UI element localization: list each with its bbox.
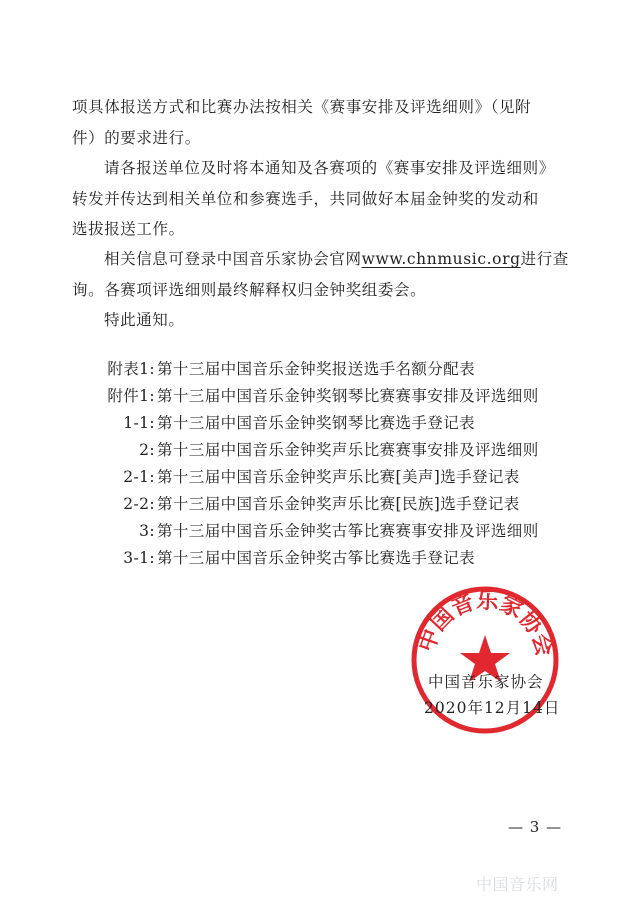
text-line: 选拔报送工作。 xyxy=(72,220,185,238)
paragraph-forward xyxy=(72,153,572,245)
attachment-number: 3-1: xyxy=(123,549,155,567)
attachment-number: 附表1: xyxy=(107,360,155,378)
attachment-number: 2-1: xyxy=(123,468,155,486)
paragraph-notice xyxy=(72,305,572,336)
text-line xyxy=(72,244,572,275)
page-number: — 3 — xyxy=(508,818,563,836)
closing-text: 特此通知。 xyxy=(104,311,185,329)
paragraph-procedure xyxy=(72,92,572,153)
text-line: 项具体报送方式和比赛办法按相关《赛事安排及评选细则》（见附 xyxy=(72,98,532,116)
text-span: 相关信息可登录中国音乐家协会官网 xyxy=(104,250,362,268)
text-line: 转发并传达到相关单位和参赛选手，共同做好本届金钟奖的发动和 xyxy=(72,189,539,208)
website-link[interactable]: www.chnmusic.org xyxy=(361,250,521,268)
attachment-number: 附件1: xyxy=(107,387,155,405)
paragraph-info xyxy=(72,244,572,305)
text-line: 件）的要求进行。 xyxy=(72,128,201,147)
text-line: 请各报送单位及时将本通知及各赛项的《赛事安排及评选细则》 xyxy=(104,159,555,177)
attachment-number: 1-1: xyxy=(123,414,155,432)
attachment-number: 2-2: xyxy=(123,495,155,513)
attachment-title: 第十三届中国音乐金钟奖古筝比赛赛事安排及评选细则 xyxy=(157,522,539,540)
watermark: 中国音乐网 xyxy=(476,875,559,894)
attachment-title: 第十三届中国音乐金钟奖钢琴比赛赛事安排及评选细则 xyxy=(157,387,539,405)
signature-date: 2020年12月14日 xyxy=(424,699,561,717)
seal-text: 中国音乐家协会 xyxy=(413,587,558,659)
attachment-title: 第十三届中国音乐金钟奖声乐比赛[民族]选手登记表 xyxy=(157,495,520,513)
text-span: 进行查 xyxy=(520,250,569,268)
attachment-title: 第十三届中国音乐金钟奖钢琴比赛选手登记表 xyxy=(157,414,476,432)
attachment-title: 第十三届中国音乐金钟奖古筝比赛选手登记表 xyxy=(157,549,476,567)
attachment-title: 第十三届中国音乐金钟奖报送选手名额分配表 xyxy=(157,360,476,378)
signature-org: 中国音乐家协会 xyxy=(428,673,544,691)
attachment-number: 3: xyxy=(139,522,155,540)
attachment-number: 2: xyxy=(139,441,155,459)
attachment-title: 第十三届中国音乐金钟奖声乐比赛[美声]选手登记表 xyxy=(157,468,520,486)
attachment-title: 第十三届中国音乐金钟奖声乐比赛赛事安排及评选细则 xyxy=(157,441,539,459)
text-line: 询。各赛项评选细则最终解释权归金钟奖组委会。 xyxy=(72,280,427,299)
